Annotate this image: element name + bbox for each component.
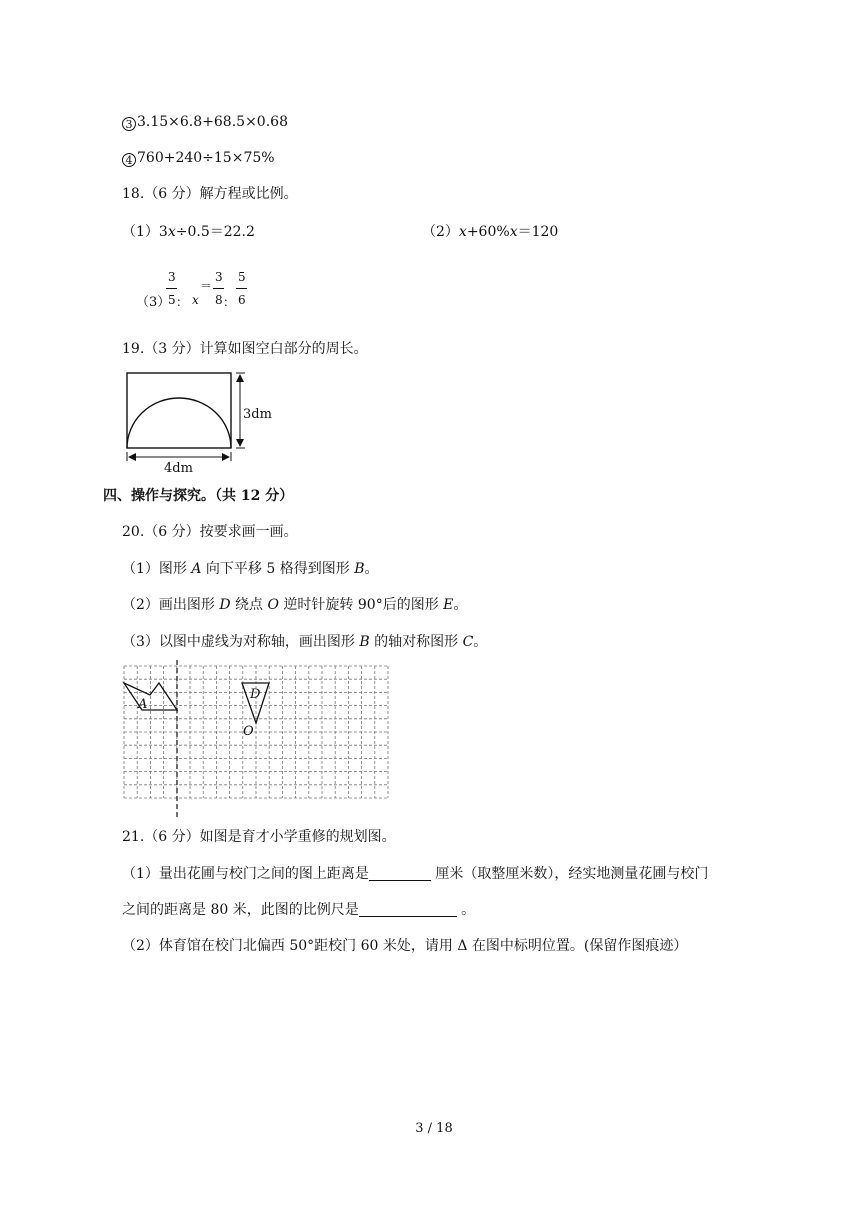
- text: 逆时针旋转 90°后的图形: [278, 597, 444, 613]
- fraction-1-numerator: 3: [168, 270, 176, 284]
- question-18-title: 18.（6 分）解方程或比例。: [122, 186, 298, 202]
- rectangle-outline: [127, 373, 231, 448]
- text: （1）图形: [122, 561, 192, 577]
- fraction-bar: [213, 288, 224, 289]
- grid-figure: [118, 660, 396, 820]
- q21-step-1-line-1: [122, 865, 708, 883]
- colon: ：: [223, 295, 236, 309]
- colon: ：: [176, 295, 189, 309]
- text: 之间的距离是 80 米，此图的比例尺是: [122, 902, 359, 918]
- question-20-title: 20.（6 分）按要求画一画。: [122, 524, 298, 540]
- shape-name: B: [359, 634, 370, 650]
- label-a: A: [138, 697, 148, 712]
- shape-name: B: [354, 561, 365, 577]
- fraction-1-denominator: 5: [168, 293, 176, 307]
- q17-item-3: [122, 113, 288, 131]
- label-o: O: [243, 724, 254, 739]
- q18-part-2: [422, 223, 558, 241]
- point-name: O: [267, 597, 279, 613]
- text: 。: [473, 634, 488, 650]
- height-label: 3dm: [243, 407, 272, 422]
- fraction-2-numerator: 3: [215, 270, 223, 284]
- variable-x: x: [192, 293, 199, 307]
- shape-name: A: [191, 561, 202, 577]
- answer-blank-scale[interactable]: [359, 902, 457, 917]
- text: （3）以图中虚线为对称轴，画出图形: [122, 634, 360, 650]
- q21-step-1-line-2: [122, 901, 475, 919]
- circled-number: 4: [122, 153, 136, 167]
- expression: 3.15×6.8+68.5×0.68: [137, 114, 288, 130]
- fraction-3-denominator: 6: [238, 293, 246, 307]
- section-4-heading: 四、操作与探究。（共 12 分）: [103, 488, 294, 504]
- variable: x: [458, 224, 467, 240]
- variable: x: [509, 224, 518, 240]
- text: （1）3: [122, 224, 168, 240]
- text: ＝120: [517, 224, 559, 240]
- text: 。: [364, 561, 379, 577]
- width-label: 4dm: [164, 461, 193, 476]
- expression: 760+240÷15×75%: [137, 150, 275, 166]
- shape-name: E: [443, 597, 454, 613]
- text: 向下平移 5 格得到图形: [201, 561, 355, 577]
- shape-name: C: [462, 634, 474, 650]
- page-number: 3 / 18: [415, 1121, 453, 1136]
- fraction-2-denominator: 8: [215, 293, 223, 307]
- semicircle-rectangle-figure: [118, 366, 278, 476]
- part-3-label: （3）: [136, 295, 171, 310]
- circled-number: 3: [122, 117, 136, 131]
- text: 。: [456, 902, 476, 918]
- text: 厘米（取整厘米数），经实地测量花圃与校门: [430, 866, 709, 882]
- question-19-title: 19.（3 分）计算如图空白部分的周长。: [122, 341, 368, 357]
- semicircle-arc: [127, 398, 231, 448]
- fraction-3-numerator: 5: [238, 270, 246, 284]
- text: +60%: [466, 224, 510, 240]
- q21-step-2: （2）体育馆在校门北偏西 50°距校门 60 米处，请用 Δ 在图中标明位置。(保留作图痕迹）: [122, 938, 688, 954]
- text: 的轴对称图形: [369, 634, 463, 650]
- text: ÷0.5＝22.2: [175, 224, 255, 240]
- label-d: D: [250, 687, 261, 702]
- q17-item-4: [122, 149, 275, 167]
- shape-name: D: [219, 597, 231, 613]
- q20-step-3: [122, 633, 487, 651]
- text: 绕点: [230, 597, 268, 613]
- fraction-bar: [236, 288, 247, 289]
- text: 。: [453, 597, 468, 613]
- q20-step-1: [122, 560, 379, 578]
- q20-step-2: [122, 596, 467, 614]
- text: （1）量出花圃与校门之间的图上距离是: [122, 866, 369, 882]
- text: （2）画出图形: [122, 597, 220, 613]
- q18-part-1: [122, 223, 255, 241]
- variable: x: [167, 224, 176, 240]
- fraction-bar: [166, 288, 177, 289]
- answer-blank-distance[interactable]: [369, 866, 431, 881]
- question-21-title: 21.（6 分）如图是育才小学重修的规划图。: [122, 829, 396, 845]
- text: （2）: [422, 224, 459, 240]
- equals-sign: ＝: [200, 279, 213, 293]
- dashed-grid: [124, 666, 388, 798]
